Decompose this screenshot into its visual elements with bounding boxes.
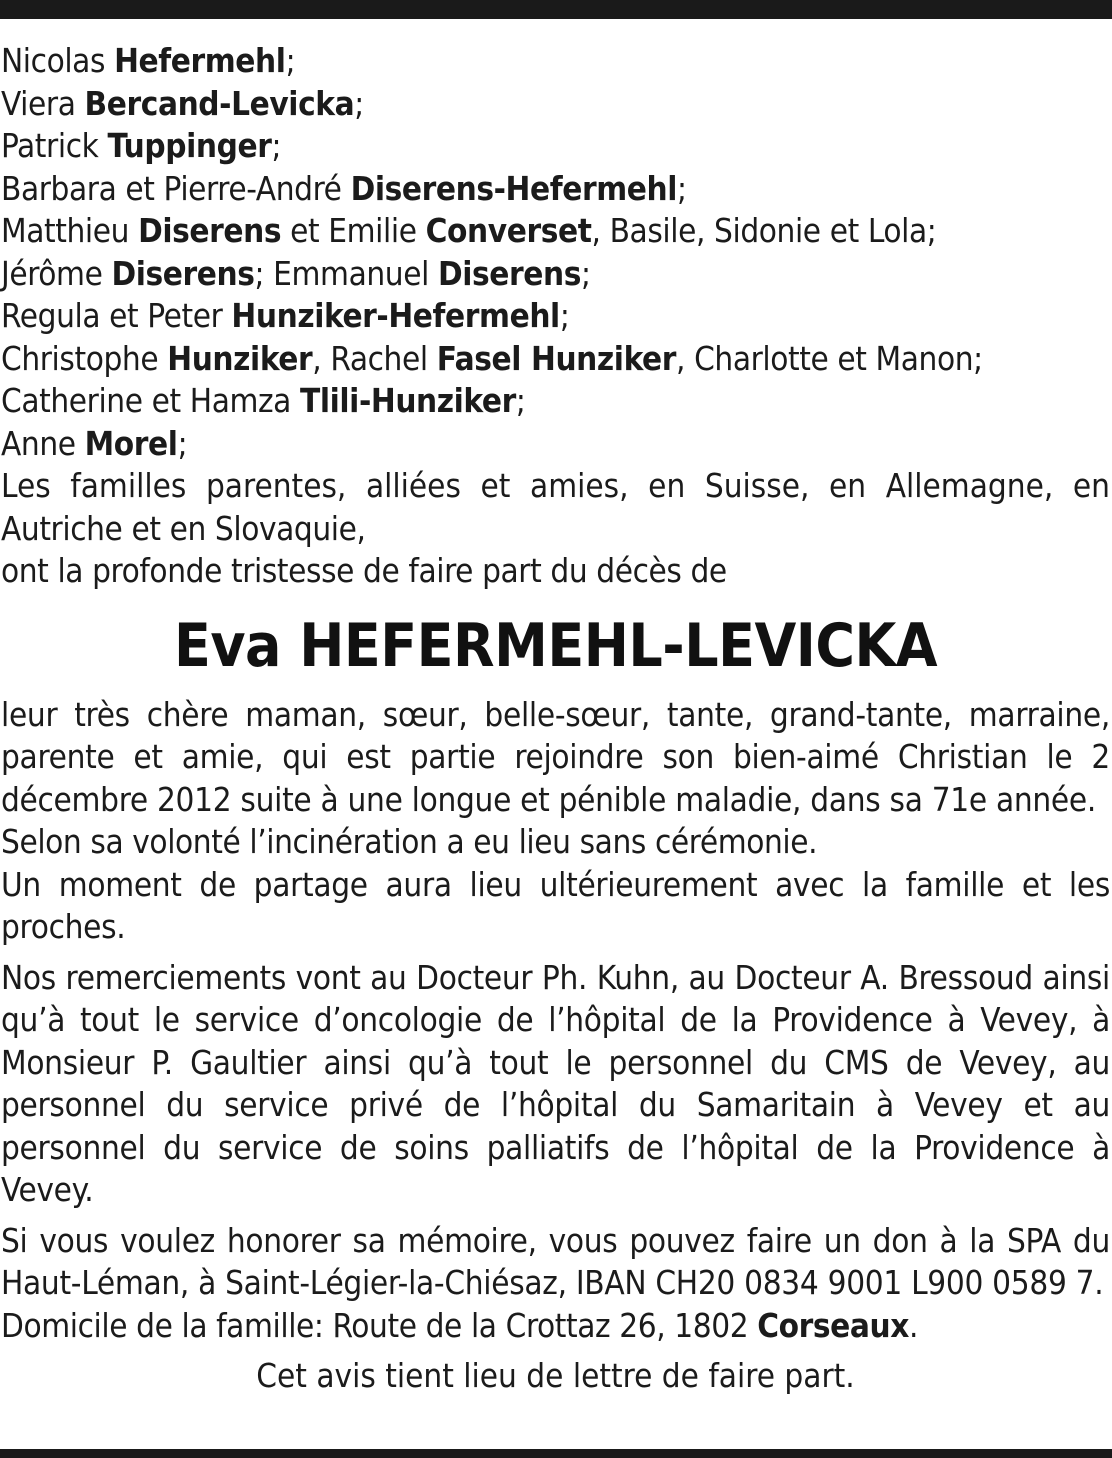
family-text: et Emilie [281, 211, 426, 250]
family-text: Matthieu [1, 211, 139, 250]
donation-paragraph: Si vous voulez honorer sa mémoire, vous pouvez faire un don à la SPA du Haut-Léman, à Saint-Légier-la-Chiésaz, IBAN CH20 0834 9001 L900 0589 7. [1, 1220, 1110, 1302]
family-text: ; [581, 253, 591, 293]
family-text: ; [677, 168, 687, 208]
family-member-line [1, 338, 1110, 381]
family-text: , Rachel [312, 338, 437, 378]
families-line: Les familles parentes, alliées et amies, en Suisse, en Allemagne, en [1, 466, 1110, 505]
cremation-note: Selon sa volonté l’incinération a eu lieu sans cérémonie. [1, 822, 818, 861]
family-text: Viera [1, 83, 85, 123]
family-text: Regula et Peter [1, 296, 232, 335]
family-text: ; Emmanuel [254, 253, 438, 293]
family-surname: Morel [84, 423, 178, 463]
family-member-line [1, 380, 1110, 423]
family-text: Anne [1, 423, 85, 463]
family-surname: Tuppinger [107, 126, 272, 165]
address-end: . [909, 1305, 919, 1345]
tribute-paragraph: leur très chère maman, sœur, belle-sœur, tante, grand-tante, marraine, parente et amie, qui est partie rejoindre son bien-aimé Christian le 2 décembre 2012 suite à une longue et pénible maladie, dans sa 71e année. [1, 694, 1110, 819]
address-town: Corseaux [757, 1305, 910, 1345]
family-text: Patrick [1, 126, 108, 165]
bottom-rule [0, 1449, 1112, 1458]
family-member-line [1, 423, 1110, 466]
family-surname: Bercand-Levicka [84, 83, 355, 123]
family-text: ; [559, 296, 570, 335]
family-member-line [1, 168, 1110, 211]
family-address [1, 1305, 1110, 1348]
top-rule [0, 0, 1112, 19]
families-line-cont: Autriche et en Slovaquie, [1, 508, 366, 548]
family-list [1, 40, 1110, 465]
family-member-line [1, 253, 1110, 296]
family-surname: Converset [425, 211, 592, 250]
family-surname: Hunziker-Hefermehl [231, 296, 560, 335]
address-text: Domicile de la famille: Route de la Crottaz 26, 1802 [1, 1305, 758, 1345]
family-text: , Charlotte et Manon; [676, 338, 983, 378]
family-surname: Hefermehl [114, 41, 286, 80]
family-surname: Hunziker [167, 338, 313, 378]
family-member-line [1, 83, 1110, 126]
family-surname: Diserens [138, 211, 282, 250]
family-surname: Diserens [437, 253, 581, 293]
family-text: Catherine et Hamza [1, 381, 301, 420]
family-member-line [1, 295, 1110, 338]
family-text: ; [354, 83, 364, 123]
family-surname: Tlili-Hunziker [300, 381, 516, 420]
family-text: Christophe [1, 338, 168, 378]
family-text: ; [271, 126, 282, 165]
family-text: ; [177, 423, 188, 463]
announcement-line: ont la profonde tristesse de faire part du décès de [1, 551, 727, 590]
family-text: ; [285, 41, 296, 80]
gathering-note: Un moment de partage aura lieu ultérieurement avec la famille et les proches. [1, 864, 1110, 946]
family-text: Jérôme [1, 253, 112, 293]
family-text: Nicolas [1, 41, 115, 80]
deceased-name: Eva HEFERMEHL-LEVICKA [173, 610, 938, 681]
closing-line: Cet avis tient lieu de lettre de faire part. [256, 1356, 855, 1395]
notice-body [1, 40, 1110, 1398]
family-text: ; [515, 381, 526, 420]
thanks-paragraph: Nos remerciements vont au Docteur Ph. Kuhn, au Docteur A. Bressoud ainsi qu’à tout le service d’oncologie de l’hôpital de la Providence à Vevey, à Monsieur P. Gaultier ainsi qu’à tout le personnel du CMS de Vevey, au personnel du service privé de l’hôpital du Samaritain à Vevey et au personnel du service de soins palliatifs de l’hôpital de la Providence à Vevey. [1, 957, 1110, 1209]
family-surname: Diserens-Hefermehl [350, 168, 678, 208]
family-surname: Fasel Hunziker [436, 338, 677, 378]
family-text: Barbara et Pierre-André [1, 168, 351, 208]
family-member-line [1, 125, 1110, 168]
family-member-line [1, 40, 1110, 83]
family-member-line [1, 210, 1110, 253]
family-text: , Basile, Sidonie et Lola; [591, 211, 937, 250]
family-surname: Diserens [111, 253, 255, 293]
